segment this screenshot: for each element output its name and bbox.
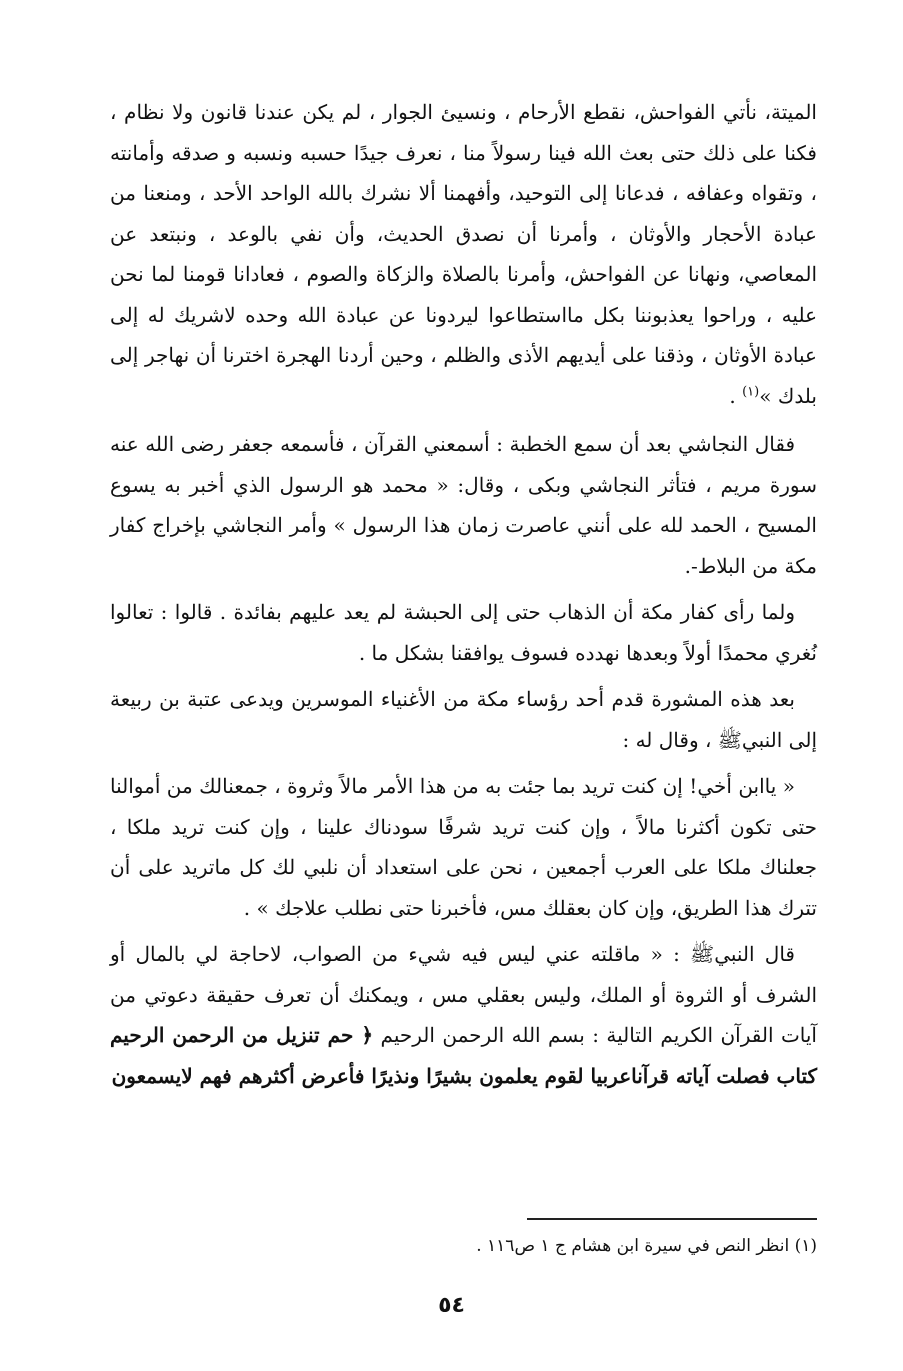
- paragraph-6-text: قال النبيﷺ : « ماقلته عني ليس فيه شيء من الصواب، لاحاجة لي بالمال أو الشرف أو الثروة أو الملك، وليس بعقلي مس ، ويمكنك أن تعرف حقيقة دعوتي من آيات القرآن الكريم التالية : بسم الله الرحمن الرحيم: [110, 942, 817, 1047]
- quran-verse: ﴿ حم تنزيل من الرحمن الرحيم كتاب فصلت آياته قرآناعربيا لقوم يعلمون بشيرًا ونذيرًا فأعرض أكثرهم فهم لايسمعون: [110, 1023, 817, 1088]
- footnote-reference[interactable]: (١): [742, 383, 760, 399]
- paragraph-1-text: الميتة، نأتي الفواحش، نقطع الأرحام ، ونسيئ الجوار ، لم يكن عندنا قانون ولا نظام ، فكنا على ذلك حتى بعث الله فينا رسولاً منا ، نعرف جيدًا حسبه ونسبه و صدقه وأمانته ، وتقواه وعفافه ، فدعانا إلى التوحيد، وأفهمنا ألا نشرك بالله الواحد الأحد ، ومنعنا من عبادة الأحجار والأوثان ، وأمرنا أن نصدق الحديث، وأن نفي بالوعد ، ونبتعد عن المعاصي، ونهانا عن الفواحش، وأمرنا بالصلاة والزكاة والصوم ، فعادانا قومنا لما نحن عليه ، وراحوا يعذبوننا بكل مااستطاعوا ليردونا عن عبادة الله وحده لاشريك له إلى عبادة الأوثان ، وذقنا على أيديهم الأذى والظلم ، وحين أردنا الهجرة اخترنا أن نهاجر إلى بلدك »: [110, 100, 817, 408]
- paragraph-5: « ياابن أخي! إن كنت تريد بما جئت به من هذا الأمر مالاً وثروة ، جمعنالك من أموالنا حتى تكون أكثرنا مالاً ، وإن كنت تريد شرفًا سودناك علينا ، وإن كنت تريد ملكا ، جعلناك ملكا على العرب أجمعين ، نحن على استعداد أن نلبي لك كل ماتريد على أن تترك هذا الطريق، وإن كان بعقلك مس، فأخبرنا حتى نطلب علاجك » .: [110, 774, 817, 920]
- page-number: ٥٤: [438, 1293, 465, 1318]
- paragraph-2: فقال النجاشي بعد أن سمع الخطبة : أسمعني القرآن ، فأسمعه جعفر رضى الله عنه سورة مريم ، فتأثر النجاشي وبكى ، وقال: « محمد هو الرسول الذي أخبر به يسوع المسيح ، الحمد لله على أنني عاصرت زمان هذا الرسول » وأمر النجاشي بإخراج كفار مكة من البلاط-.: [110, 432, 817, 578]
- paragraph-4: بعد هذه المشورة قدم أحد رؤساء مكة من الأغنياء الموسرين ويدعى عتبة بن ربيعة إلى النبيﷺ ، وقال له :: [110, 687, 817, 752]
- paragraph-1-tail: .: [729, 383, 743, 408]
- body-text: [110, 92, 817, 1096]
- footnote-separator: [527, 1218, 817, 1220]
- paragraph-3: ولما رأى كفار مكة أن الذهاب حتى إلى الحبشة لم يعد عليهم بفائدة . قالوا : تعالوا نُغري محمدًا أولاً وبعدها نهدده فسوف يوافقنا بشكل ما .: [110, 600, 817, 665]
- paragraph-1: [110, 92, 817, 416]
- footnote: (١) انظر النص في سيرة ابن هشام ج ١ ص١١٦ .: [476, 1236, 817, 1256]
- paragraph-6: [110, 934, 817, 1096]
